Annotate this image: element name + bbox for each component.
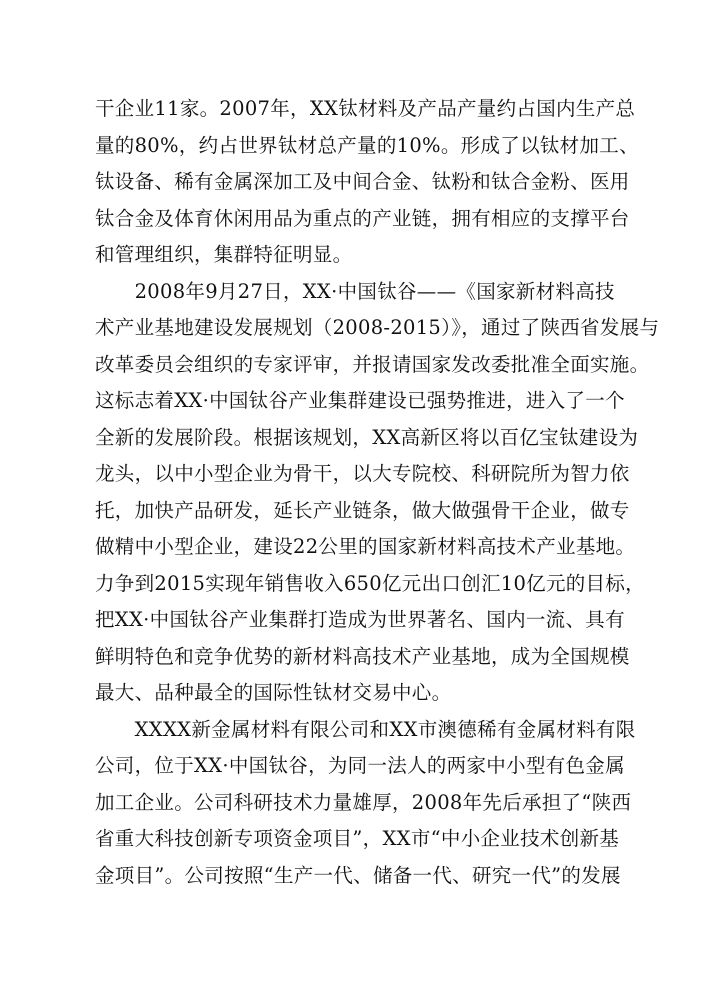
- text-line: 最大、品种最全的国际性钛材交易中心。: [95, 681, 452, 704]
- text-line: 2008年9月27日，XX·中国钛谷——《国家新材料高技: [95, 279, 615, 303]
- text-line: 公司，位于XX·中国钛谷，为同一法人的两家中小型有色金属: [95, 754, 625, 777]
- text-line: XXXX新金属材料有限公司和XX市澳德稀有金属材料有限: [95, 717, 636, 741]
- text-line: 鲜明特色和竞争优势的新材料高技术产业基地，成为全国规模: [95, 644, 630, 668]
- text-line: 龙头，以中小型企业为骨干，以大专院校、科研院所为智力依: [95, 462, 630, 485]
- text-line: 术产业基地建设发展规划（2008-2015）》，通过了陕西省发展与: [95, 316, 660, 339]
- body-text: [95, 91, 660, 894]
- text-line: 省重大科技创新专项资金项目”，XX市“中小企业技术创新基: [95, 827, 620, 850]
- text-line: 金项目”。公司按照“生产一代、储备一代、研究一代”的发展: [95, 863, 621, 887]
- text-line: 钛设备、稀有金属深加工及中间合金、钛粉和钛合金粉、医用: [95, 170, 630, 193]
- text-line: 这标志着XX·中国钛谷产业集群建设已强势推进，进入了一个: [95, 389, 625, 412]
- text-line: 力争到2015实现年销售收入650亿元出口创汇10亿元的目标，: [95, 571, 645, 595]
- text-line: 干企业11家。2007年，XX钛材料及产品产量约占国内生产总: [95, 97, 636, 120]
- paragraph-1: [95, 91, 639, 274]
- text-line: 和管理组织，集群特征明显。: [95, 243, 353, 266]
- paragraph-3: [95, 712, 636, 895]
- text-line: 全新的发展阶段。根据该规划，XX高新区将以百亿宝钛建设为: [95, 425, 639, 449]
- text-line: 托，加快产品研发，延长产业链条，做大做强骨干企业，做专: [95, 498, 630, 522]
- paragraph-2: [95, 274, 660, 712]
- text-line: 量的80%，约占世界钛材总产量的10%。形成了以钛材加工、: [95, 133, 639, 157]
- text-line: 加工企业。公司科研技术力量雄厚，2008年先后承担了“陕西: [95, 790, 632, 814]
- text-line: 把XX·中国钛谷产业集群打造成为世界著名、国内一流、具有: [95, 608, 625, 631]
- text-line: 钛合金及体育休闲用品为重点的产业链，拥有相应的支撑平台: [95, 206, 630, 230]
- text-line: 改革委员会组织的专家评审，并报请国家发改委批准全面实施。: [95, 352, 650, 376]
- text-line: 做精中小型企业，建设22公里的国家新材料高技术产业基地。: [95, 535, 636, 558]
